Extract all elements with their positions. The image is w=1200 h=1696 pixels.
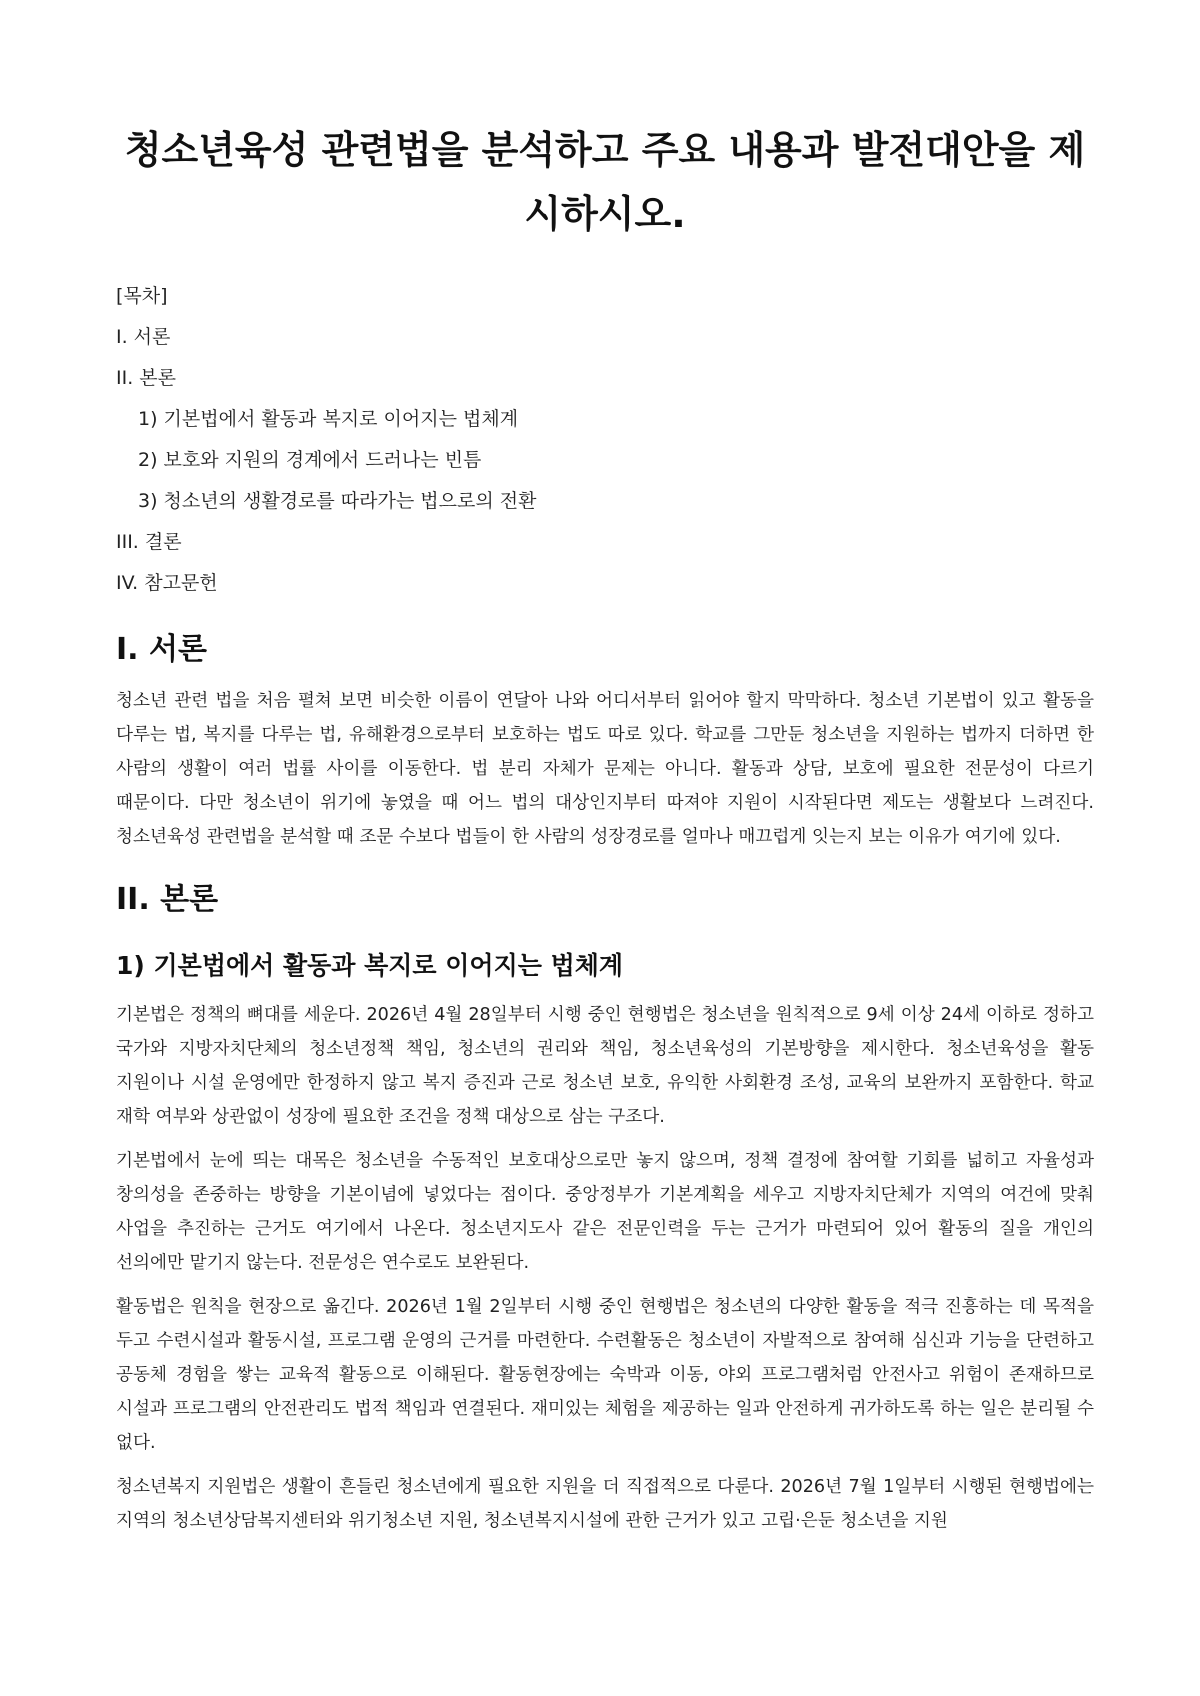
body-heading: II. 본론 [116,882,219,917]
toc-item-body-3: 3) 청소년의 생활경로를 따라가는 법으로의 전환 [138,490,537,512]
toc-item-intro: I. 서론 [116,326,171,348]
section-1-paragraph-3: 활동법은 원칙을 현장으로 옮긴다. 2026년 1월 2일부터 시행 중인 현행법은 청소년의 다양한 활동을 적극 진흥하는 데 목적을 두고 수련시설과 활동시설, 프로그램 운영의 근거를 마련한다. 수련활동은 청소년이 자발적으로 참여해 심신과 기능을 단련하고 공동체 경험을 쌓는 교육적 활동으로 이해된다. 활동현장에는 숙박과 이동, 야외 프로그램처럼 안전사고 위험이 존재하므로 시설과 프로그램의 안전관리도 법적 책임과 연결된다. 재미있는 체험을 제공하는 일과 안전하게 귀가하도록 하는 일은 분리될 수 없다. [116,1297,1094,1453]
toc-heading: [목차] [116,285,168,307]
document-title: 청소년육성 관련법을 분석하고 주요 내용과 발전대안을 제시하시오. [124,128,1086,236]
toc-item-body-2: 2) 보호와 지원의 경계에서 드러나는 빈틈 [138,449,482,471]
intro-heading: I. 서론 [116,632,207,667]
section-1-paragraph-2: 기본법에서 눈에 띄는 대목은 청소년을 수동적인 보호대상으로만 놓지 않으며, 정책 결정에 참여할 기회를 넓히고 자율성과 창의성을 존중하는 방향을 기본이념에 넣었다는 점이다. 중앙정부가 기본계획을 세우고 지방자치단체가 지역의 여건에 맞춰 사업을 추진하는 근거도 여기에서 나온다. 청소년지도사 같은 전문인력을 두는 근거가 마련되어 있어 활동의 질을 개인의 선의에만 맡기지 않는다. 전문성은 연수로도 보완된다. [116,1151,1094,1273]
section-1-heading: 1) 기본법에서 활동과 복지로 이어지는 법체계 [116,951,624,980]
toc-item-references: IV. 참고문헌 [116,572,218,594]
toc-item-body: II. 본론 [116,367,176,389]
section-1-paragraph-1: 기본법은 정책의 뼈대를 세운다. 2026년 4월 28일부터 시행 중인 현행법은 청소년을 원칙적으로 9세 이상 24세 이하로 정하고 국가와 지방자치단체의 청소년정책 책임, 청소년의 권리와 책임, 청소년육성의 기본방향을 제시한다. 청소년육성을 활동 지원이나 시설 운영에만 한정하지 않고 복지 증진과 근로 청소년 보호, 유익한 사회환경 조성, 교육의 보완까지 포함한다. 학교 재학 여부와 상관없이 성장에 필요한 조건을 정책 대상으로 삼는 구조다. [116,1005,1094,1127]
section-1-paragraph-4: 청소년복지 지원법은 생활이 흔들린 청소년에게 필요한 지원을 더 직접적으로 다룬다. 2026년 7월 1일부터 시행된 현행법에는 지역의 청소년상담복지센터와 위기청소년 지원, 청소년복지시설에 관한 근거가 있고 고립·은둔 청소년을 지원 [116,1477,1094,1531]
toc-item-body-1: 1) 기본법에서 활동과 복지로 이어지는 법체계 [138,408,519,430]
toc-item-conclusion: III. 결론 [116,531,182,553]
table-of-contents [116,276,1094,604]
intro-paragraph: 청소년 관련 법을 처음 펼쳐 보면 비슷한 이름이 연달아 나와 어디서부터 읽어야 할지 막막하다. 청소년 기본법이 있고 활동을 다루는 법, 복지를 다루는 법, 유해환경으로부터 보호하는 법도 따로 있다. 학교를 그만둔 청소년을 지원하는 법까지 더하면 한 사람의 생활이 여러 법률 사이를 이동한다. 법 분리 자체가 문제는 아니다. 활동과 상담, 보호에 필요한 전문성이 다르기 때문이다. 다만 청소년이 위기에 놓였을 때 어느 법의 대상인지부터 따져야 지원이 시작된다면 제도는 생활보다 느려진다. 청소년육성 관련법을 분석할 때 조문 수보다 법들이 한 사람의 성장경로를 얼마나 매끄럽게 잇는지 보는 이유가 여기에 있다. [116,691,1094,847]
